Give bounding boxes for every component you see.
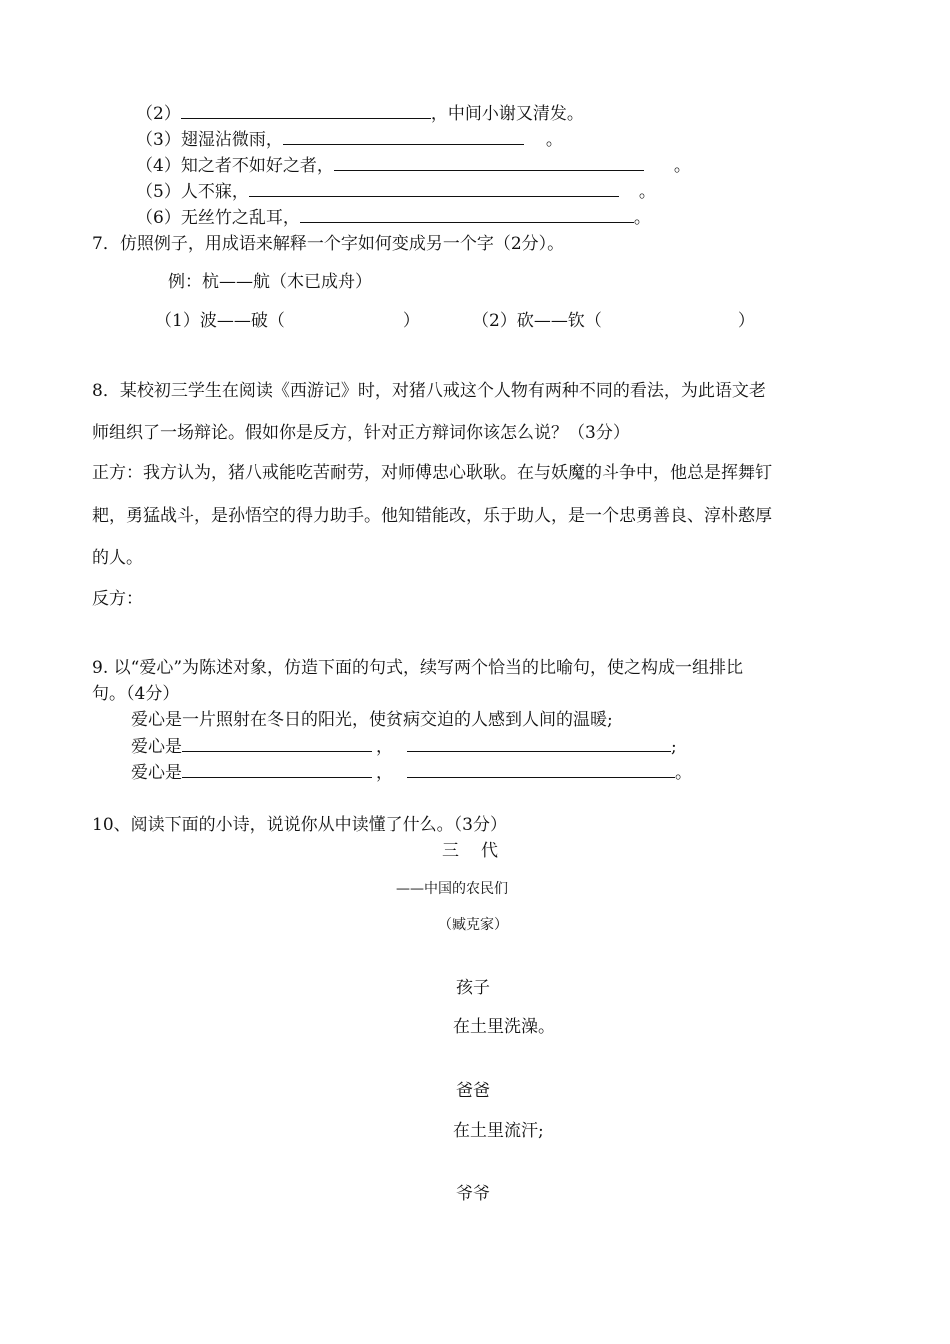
q6-item-3-label: （3） xyxy=(136,130,181,150)
q6-item-6 xyxy=(136,206,651,229)
q7-item-1-label: （1）波——破（ xyxy=(155,311,285,331)
q9-example: 爱心是一片照射在冬日的阳光，使贫病交迫的人感到人间的温暖; xyxy=(131,710,613,730)
q6-item-2 xyxy=(136,102,584,125)
q6-item-5-before: 人不寐， xyxy=(180,182,249,202)
poem-stanza-2-what: 在土里流汗; xyxy=(453,1121,544,1141)
poem-title: 三代 xyxy=(442,841,520,861)
q9-fill-1 xyxy=(131,735,677,758)
q10-title: 10、阅读下面的小诗，说说你从中读懂了什么。（3分） xyxy=(92,815,507,835)
q6-item-6-blank[interactable] xyxy=(300,206,634,223)
q6-item-5 xyxy=(136,180,656,203)
q8-line-1: 8．某校初三学生在阅读《西游记》时，对猪八戒这个人物有两种不同的看法，为此语文老 xyxy=(92,381,766,401)
q7-title: 7．仿照例子，用成语来解释一个字如何变成另一个字（2分）。 xyxy=(92,234,565,254)
q6-item-5-label: （5） xyxy=(136,182,181,202)
q8-pro-line-3: 的人。 xyxy=(92,548,143,568)
q8-pro-line-1: 正方：我方认为，猪八戒能吃苦耐劳，对师傅忠心耿耿。在与妖魔的斗争中，他总是挥舞钉 xyxy=(92,463,772,483)
poem-stanza-2-who: 爸爸 xyxy=(456,1081,490,1101)
q6-item-2-blank[interactable] xyxy=(181,102,431,119)
q6-item-3-after: 。 xyxy=(545,130,563,150)
q6-item-4-before: 知之者不如好之者， xyxy=(180,156,334,176)
q6-item-6-before: 无丝竹之乱耳， xyxy=(180,208,300,228)
q9-fill-2 xyxy=(131,761,692,784)
q6-item-4-after: 。 xyxy=(673,156,691,176)
q8-con-label: 反方： xyxy=(92,589,143,609)
poem-author: （臧克家） xyxy=(438,917,508,933)
q6-item-5-blank[interactable] xyxy=(249,180,619,197)
q6-item-3-blank[interactable] xyxy=(283,128,524,145)
q9-fill-1-blank-b[interactable] xyxy=(407,735,671,752)
q9-fill-1-end: ; xyxy=(671,737,677,757)
q6-item-5-after: 。 xyxy=(638,182,656,202)
q7-item-1 xyxy=(155,310,420,332)
q7-item-1-close: ） xyxy=(402,311,420,331)
poem-stanza-3-who: 爷爷 xyxy=(456,1184,490,1204)
q6-item-6-label: （6） xyxy=(136,208,181,228)
q6-item-3 xyxy=(136,128,563,151)
poem-subtitle: ——中国的农民们 xyxy=(396,881,508,897)
q6-item-2-after: ，中间小谢又清发。 xyxy=(430,104,584,124)
q9-fill-1-prefix: 爱心是 xyxy=(131,737,182,757)
q6-item-6-after: 。 xyxy=(633,208,651,228)
q6-item-2-label: （2） xyxy=(136,104,181,124)
q9-fill-2-blank-a[interactable] xyxy=(182,761,372,778)
q9-fill-2-prefix: 爱心是 xyxy=(131,763,182,783)
q9-fill-2-end: 。 xyxy=(675,763,692,783)
q6-item-3-before: 翅湿沾微雨， xyxy=(180,130,283,150)
q8-line-2: 师组织了一场辩论。假如你是反方，针对正方辩词你该怎么说？（3分） xyxy=(92,423,630,443)
q8-pro-line-2: 耙，勇猛战斗，是孙悟空的得力助手。他知错能改，乐于助人，是一个忠勇善良、淳朴憨厚 xyxy=(92,506,772,526)
q7-item-2 xyxy=(472,310,755,332)
q7-item-2-close: ） xyxy=(737,311,755,331)
q7-example: 例：杭——航（木已成舟） xyxy=(168,272,372,292)
q7-item-2-label: （2）砍——钦（ xyxy=(472,311,602,331)
q9-fill-1-blank-a[interactable] xyxy=(182,735,372,752)
q6-item-4 xyxy=(136,154,691,177)
poem-stanza-1-who: 孩子 xyxy=(456,978,490,998)
q9-line-2: 句。（4分） xyxy=(92,684,180,704)
q9-fill-1-comma: ， xyxy=(376,737,393,757)
q9-fill-2-blank-b[interactable] xyxy=(407,761,675,778)
q9-line-1: 9. 以“爱心”为陈述对象，仿造下面的句式，续写两个恰当的比喻句，使之构成一组排比 xyxy=(92,658,744,678)
poem-stanza-1-what: 在土里洗澡。 xyxy=(453,1017,555,1037)
q6-item-4-label: （4） xyxy=(136,156,181,176)
q9-fill-2-comma: ， xyxy=(376,763,393,783)
q6-item-4-blank[interactable] xyxy=(334,154,644,171)
